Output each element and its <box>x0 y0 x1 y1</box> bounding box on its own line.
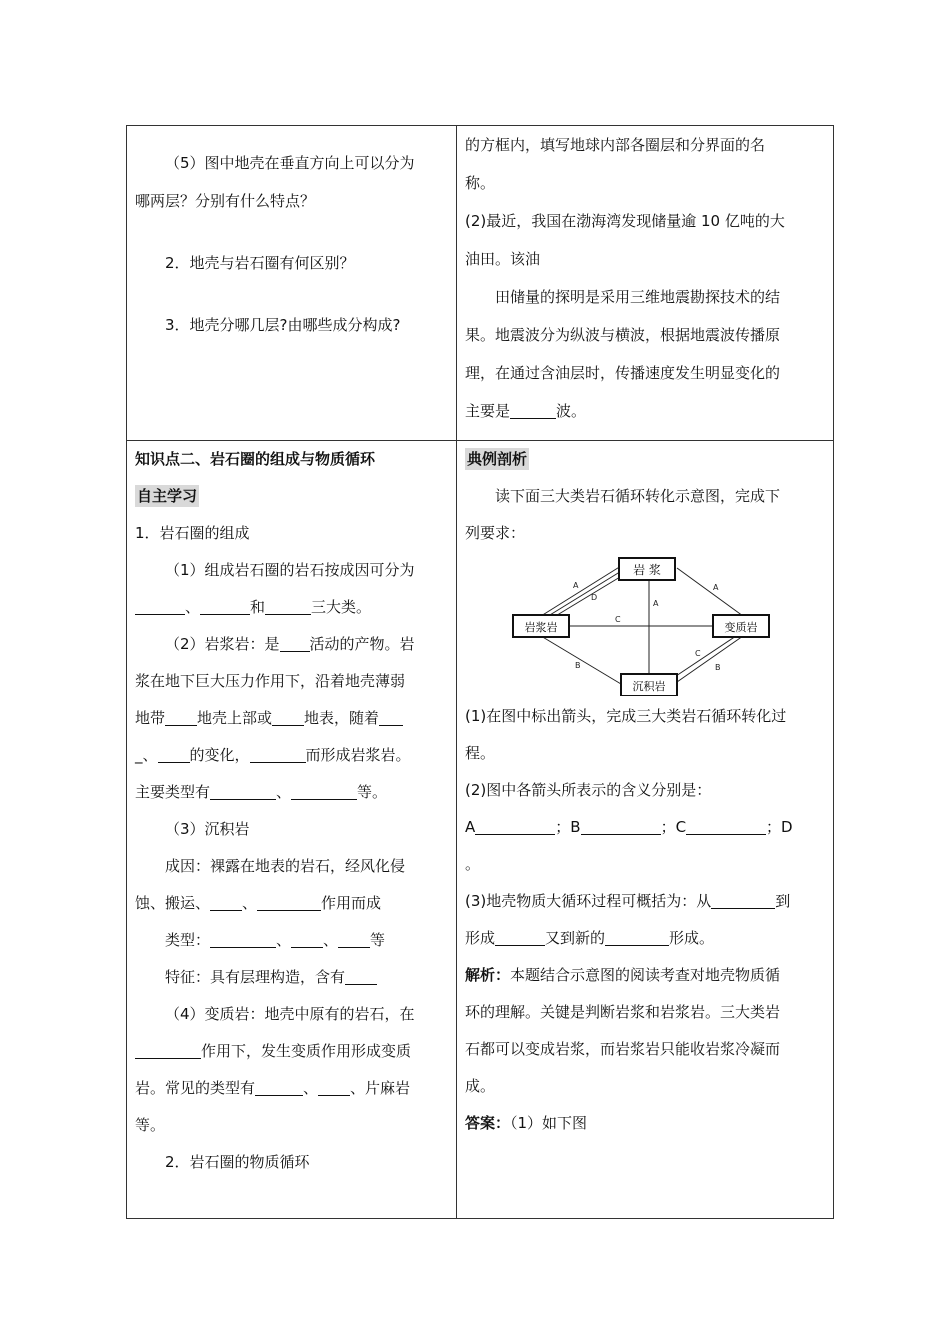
text: ；B <box>555 818 581 836</box>
label-igneous: 岩浆岩 <box>524 621 558 634</box>
bl-s3: （3）沉积岩 <box>165 820 250 838</box>
blank[interactable] <box>686 818 766 835</box>
bl-s4d: 等。 <box>135 1116 166 1134</box>
br-intro2: 列要求： <box>465 524 526 542</box>
text: 和 <box>250 598 266 616</box>
blank[interactable] <box>605 929 669 946</box>
bl-s2d <box>135 700 448 737</box>
arrow-label-d: D <box>591 593 598 602</box>
br-intro1: 读下面三大类岩石循环转化示意图，完成下 <box>495 487 781 505</box>
arrow-label-a1: A <box>573 581 579 590</box>
blank[interactable] <box>210 931 276 948</box>
q5-line2: 哪两层？分别有什么特点？ <box>135 192 316 210</box>
bl-s1: 1．岩石圈的组成 <box>135 524 250 542</box>
cell-bottom-right <box>456 440 834 1219</box>
arrow-label-a3: A <box>713 583 719 592</box>
tr-line8-b: 波。 <box>556 402 587 420</box>
text: 等。 <box>357 783 388 801</box>
arrow-label-c1: C <box>615 615 621 624</box>
br-q2-end: 。 <box>465 855 481 873</box>
text: A <box>465 818 476 836</box>
br-analysis1 <box>465 957 825 994</box>
label-sedimentary: 沉积岩 <box>632 680 666 693</box>
blank[interactable] <box>158 746 190 763</box>
rock-cycle-diagram <box>511 556 773 696</box>
blank[interactable] <box>257 894 321 911</box>
text: 类型： <box>165 931 211 949</box>
tr-line2: 称。 <box>465 174 496 192</box>
bl-s2f <box>135 774 448 811</box>
text: 而形成岩浆岩。 <box>305 746 411 764</box>
arrow-label-b2: B <box>715 663 721 672</box>
bl-s2c: 浆在地下巨大压力作用下，沿着地壳薄弱 <box>135 672 406 690</box>
blank[interactable] <box>165 709 197 726</box>
bl-three-types <box>135 589 448 626</box>
cell-bottom-left <box>126 440 457 1219</box>
text: 特征：具有层理构造，含有 <box>165 968 346 986</box>
analysis-label: 解析： <box>465 966 511 984</box>
blank[interactable] <box>250 746 306 763</box>
blank[interactable] <box>345 968 377 985</box>
line-magma-igneous-1 <box>541 566 621 616</box>
text: 等 <box>370 931 386 949</box>
bl-s3c <box>135 922 448 959</box>
blank[interactable] <box>135 1042 201 1059</box>
text: 的变化， <box>189 746 250 764</box>
br-analysis2: 环的理解。关键是判断岩浆和岩浆岩。三大类岩 <box>465 1003 781 1021</box>
line-magma-igneous-2 <box>545 570 623 618</box>
br-analysis3: 石都可以变成岩浆，而岩浆岩只能收岩浆冷凝而 <box>465 1040 781 1058</box>
line-igneous-sedimentary <box>541 636 621 684</box>
text: 主要类型有 <box>135 783 211 801</box>
blank[interactable] <box>291 783 357 800</box>
blank[interactable] <box>510 402 556 419</box>
arrow-label-a2: A <box>653 599 659 608</box>
bl-s2a <box>135 626 448 663</box>
blank[interactable] <box>581 818 661 835</box>
question-2: 2．地壳与岩石圈有何区别？ <box>165 254 355 272</box>
text: 三大类。 <box>311 598 372 616</box>
br-q1a: (1)在图中标出箭头，完成三大类岩石循环转化过 <box>465 707 787 725</box>
bl-s5: 2．岩石圈的物质循环 <box>165 1153 310 1171</box>
text: ；D <box>766 818 793 836</box>
blank[interactable] <box>318 1079 350 1096</box>
bl-s4b <box>135 1033 448 1070</box>
tr-line7: 理，在通过含油层时，传播速度发生明显变化的 <box>465 364 781 382</box>
bl-s4: （4）变质岩：地壳中原有的岩石，在 <box>165 1005 415 1023</box>
br-analysis4: 成。 <box>465 1077 496 1095</box>
text: 蚀、搬运、 <box>135 894 211 912</box>
tr-line6: 果。地震波分为纵波与横波，根据地震波传播原 <box>465 326 781 344</box>
bl-s3a: 成因：裸露在地表的岩石，经风化侵 <box>165 857 406 875</box>
tr-line4: 油田。该油 <box>465 250 541 268</box>
br-q2-answers <box>465 809 825 846</box>
text: 本题结合示意图的阅读考查对地壳物质循 <box>510 966 781 984</box>
text: 、 <box>276 783 292 801</box>
tr-line8-a: 主要是 <box>465 402 511 420</box>
q5-line1: （5）图中地壳在垂直方向上可以分为 <box>165 154 415 172</box>
blank[interactable] <box>200 598 250 615</box>
tr-line8 <box>465 392 825 430</box>
text: 、片麻岩 <box>350 1079 411 1097</box>
tr-line5: 田储量的探明是采用三维地震勘探技术的结 <box>495 288 781 306</box>
text: (3)地壳物质大循环过程可概括为：从 <box>465 892 712 910</box>
blank[interactable] <box>265 598 311 615</box>
text: 到 <box>775 892 791 910</box>
text: （2）岩浆岩：是 <box>165 635 280 653</box>
br-answer <box>465 1105 825 1142</box>
bl-s3b <box>135 885 448 922</box>
bl-s2e <box>135 737 448 774</box>
blank[interactable] <box>338 931 370 948</box>
section-heading: 知识点二、岩石圈的组成与物质循环 <box>135 450 376 468</box>
bl-s1-1: （1）组成岩石圈的岩石按成因可分为 <box>165 561 415 579</box>
text: 作用下，发生变质作用形成变质 <box>201 1042 412 1060</box>
example-heading: 典例剖析 <box>467 450 528 468</box>
blank[interactable] <box>210 894 242 911</box>
label-magma: 岩 浆 <box>633 563 661 577</box>
blank[interactable] <box>280 635 310 652</box>
bl-s3d <box>135 959 448 996</box>
br-q1b: 程。 <box>465 744 496 762</box>
br-q3a <box>465 883 825 920</box>
text: 、 <box>323 931 339 949</box>
arrow-label-c2: C <box>695 649 701 658</box>
text: ；C <box>660 818 687 836</box>
tr-line3: (2)最近，我国在渤海湾发现储量逾 10 亿吨的大 <box>465 212 785 230</box>
text: 形成。 <box>669 929 715 947</box>
text: （1）如下图 <box>510 1114 588 1132</box>
cell-top-right <box>456 125 834 441</box>
line-magma-igneous-3 <box>549 574 625 620</box>
text: 、 <box>303 1079 319 1097</box>
blank[interactable] <box>475 818 555 835</box>
text: 又到新的 <box>545 929 606 947</box>
line-magma-metamorphic <box>677 568 743 616</box>
blank[interactable] <box>291 931 323 948</box>
text: 作用而成 <box>321 894 382 912</box>
question-3: 3．地壳分哪几层?由哪些成分构成? <box>165 316 401 334</box>
blank[interactable] <box>711 892 775 909</box>
worksheet-table <box>126 125 834 1219</box>
text: 、 <box>185 598 201 616</box>
self-study-label: 自主学习 <box>137 487 198 505</box>
text: 地壳上部或 <box>197 709 273 727</box>
line-sedimentary-metamorphic-2 <box>673 634 739 678</box>
bl-s4c <box>135 1070 448 1107</box>
blank[interactable] <box>210 783 276 800</box>
text: 、 <box>276 931 292 949</box>
blank[interactable] <box>379 709 403 726</box>
text: 、 <box>242 894 258 912</box>
blank[interactable] <box>272 709 304 726</box>
br-q2: (2)图中各箭头所表示的含义分别是： <box>465 781 712 799</box>
cell-top-left <box>126 125 457 441</box>
tr-line1: 的方框内，填写地球内部各圈层和分界面的名 <box>465 136 766 154</box>
br-q3b <box>465 920 825 957</box>
example-heading-row <box>465 441 825 478</box>
answer-label: 答案： <box>465 1114 511 1132</box>
self-study-row <box>135 478 448 515</box>
text: 地表，随着 <box>304 709 380 727</box>
label-metamorphic: 变质岩 <box>724 621 758 634</box>
text: 岩。常见的类型有 <box>135 1079 256 1097</box>
text: 形成 <box>465 929 496 947</box>
blank[interactable] <box>135 598 185 615</box>
text: 活动的产物。岩 <box>309 635 415 653</box>
line-sedimentary-metamorphic-1 <box>677 636 743 682</box>
blank[interactable] <box>495 929 545 946</box>
blank[interactable] <box>255 1079 303 1096</box>
text: 地带 <box>135 709 166 727</box>
arrow-label-b1: B <box>575 661 581 670</box>
text: _、 <box>135 746 158 764</box>
